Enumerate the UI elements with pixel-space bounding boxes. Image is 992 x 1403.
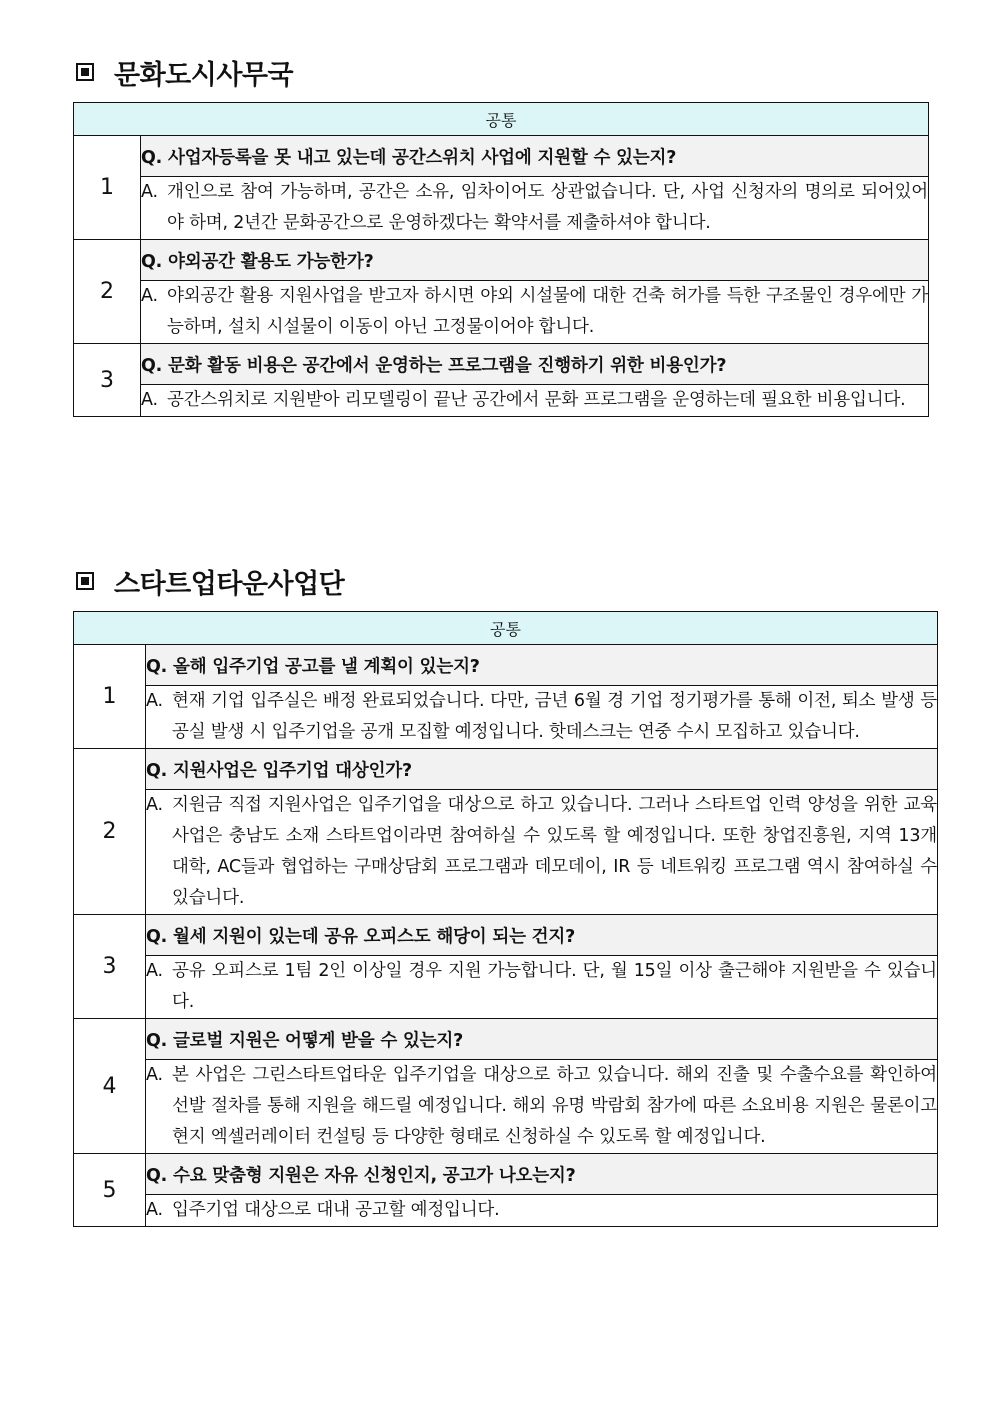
answer-cell xyxy=(146,790,938,915)
question-cell xyxy=(146,915,938,956)
question-label: Q. xyxy=(146,1030,168,1051)
question-text: 수요 맞춤형 지원은 자유 신청인지, 공고가 나오는지? xyxy=(173,1165,576,1186)
answer-label: A. xyxy=(146,961,163,981)
question-cell xyxy=(141,344,929,385)
question-text: 글로벌 지원은 어떻게 받을 수 있는지? xyxy=(173,1030,464,1051)
answer-cell xyxy=(146,1195,938,1227)
question-cell xyxy=(141,240,929,281)
answer-cell xyxy=(146,1060,938,1154)
answer-cell xyxy=(141,385,929,417)
faq-table xyxy=(73,611,938,1227)
question-label: Q. xyxy=(146,1165,168,1186)
question-text: 문화 활동 비용은 공간에서 운영하는 프로그램을 진행하기 위한 비용인가? xyxy=(168,355,727,376)
answer-label: A. xyxy=(146,1065,163,1085)
answer-label: A. xyxy=(141,390,158,410)
section-startup-town xyxy=(73,561,938,1227)
table-header: 공통 xyxy=(74,103,929,136)
row-number: 5 xyxy=(74,1154,146,1227)
row-number: 3 xyxy=(74,915,146,1019)
section-title xyxy=(73,561,938,601)
question-label: Q. xyxy=(146,656,168,677)
row-number: 3 xyxy=(74,344,141,417)
answer-text: 지원금 직접 지원사업은 입주기업을 대상으로 하고 있습니다. 그러나 스타트업 인력 양성을 위한 교육사업은 충남도 소재 스타트업이라면 참여하실 수 있도록 할 예정입니다. 또한 창업진흥원, 지역 13개 대학, AC들과 협업하는 구매상담회 프로그램과 데모데이, IR 등 네트워킹 프로그램 역시 참여하실 수 있습니다. xyxy=(172,795,938,908)
answer-text: 야외공간 활용 지원사업을 받고자 하시면 야외 시설물에 대한 건축 허가를 득한 구조물인 경우에만 가능하며, 설치 시설물이 이동이 아닌 고정물이어야 합니다. xyxy=(167,286,929,337)
row-number: 1 xyxy=(74,645,146,749)
answer-cell xyxy=(146,686,938,749)
answer-label: A. xyxy=(146,691,163,711)
section-title-text: 스타트업타운사업단 xyxy=(114,568,345,600)
row-number: 2 xyxy=(74,749,146,915)
question-cell xyxy=(141,136,929,177)
answer-text: 현재 기업 입주실은 배정 완료되었습니다. 다만, 금년 6월 경 기업 정기평가를 통해 이전, 퇴소 발생 등 공실 발생 시 입주기업을 공개 모집할 예정입니다. 핫데스크는 연중 수시 모집하고 있습니다. xyxy=(172,691,938,742)
question-text: 월세 지원이 있는데 공유 오피스도 해당이 되는 건지? xyxy=(173,926,576,947)
square-bullet-icon xyxy=(76,572,94,590)
section-title xyxy=(73,52,929,92)
answer-text: 개인으로 참여 가능하며, 공간은 소유, 임차이어도 상관없습니다. 단, 사업 신청자의 명의로 되어있어야 하며, 2년간 문화공간으로 운영하겠다는 확약서를 제출하셔야 합니다. xyxy=(167,182,929,233)
answer-text: 공유 오피스로 1팀 2인 이상일 경우 지원 가능합니다. 단, 월 15일 이상 출근해야 지원받을 수 있습니다. xyxy=(172,961,938,1012)
section-title-text: 문화도시사무국 xyxy=(114,59,294,91)
question-label: Q. xyxy=(141,147,163,168)
question-label: Q. xyxy=(146,926,168,947)
question-text: 야외공간 활용도 가능한가? xyxy=(168,251,374,272)
question-cell xyxy=(146,1154,938,1195)
answer-text: 입주기업 대상으로 대내 공고할 예정입니다. xyxy=(172,1200,500,1220)
row-number: 1 xyxy=(74,136,141,240)
question-label: Q. xyxy=(146,760,168,781)
question-text: 사업자등록을 못 내고 있는데 공간스위치 사업에 지원할 수 있는지? xyxy=(168,147,677,168)
square-bullet-icon xyxy=(76,63,94,81)
answer-cell xyxy=(141,281,929,344)
answer-label: A. xyxy=(146,1200,163,1220)
answer-cell xyxy=(141,177,929,240)
answer-cell xyxy=(146,956,938,1019)
answer-label: A. xyxy=(141,286,158,306)
question-cell xyxy=(146,749,938,790)
row-number: 4 xyxy=(74,1019,146,1154)
question-label: Q. xyxy=(141,355,163,376)
question-cell xyxy=(146,1019,938,1060)
table-header: 공통 xyxy=(74,612,938,645)
question-cell xyxy=(146,645,938,686)
question-label: Q. xyxy=(141,251,163,272)
answer-label: A. xyxy=(141,182,158,202)
answer-label: A. xyxy=(146,795,163,815)
answer-text: 본 사업은 그린스타트업타운 입주기업을 대상으로 하고 있습니다. 해외 진출 및 수출수요를 확인하여 선발 절차를 통해 지원을 해드릴 예정입니다. 해외 유명 박람회 참가에 따른 소요비용 지원은 물론이고 현지 엑셀러레이터 컨설팅 등 다양한 형태로 신청하실 수 있도록 할 예정입니다. xyxy=(172,1065,938,1147)
faq-table xyxy=(73,102,929,417)
row-number: 2 xyxy=(74,240,141,344)
section-culture-city xyxy=(73,52,929,417)
question-text: 올해 입주기업 공고를 낼 계획이 있는지? xyxy=(173,656,480,677)
answer-text: 공간스위치로 지원받아 리모델링이 끝난 공간에서 문화 프로그램을 운영하는데 필요한 비용입니다. xyxy=(167,390,906,410)
question-text: 지원사업은 입주기업 대상인가? xyxy=(173,760,412,781)
